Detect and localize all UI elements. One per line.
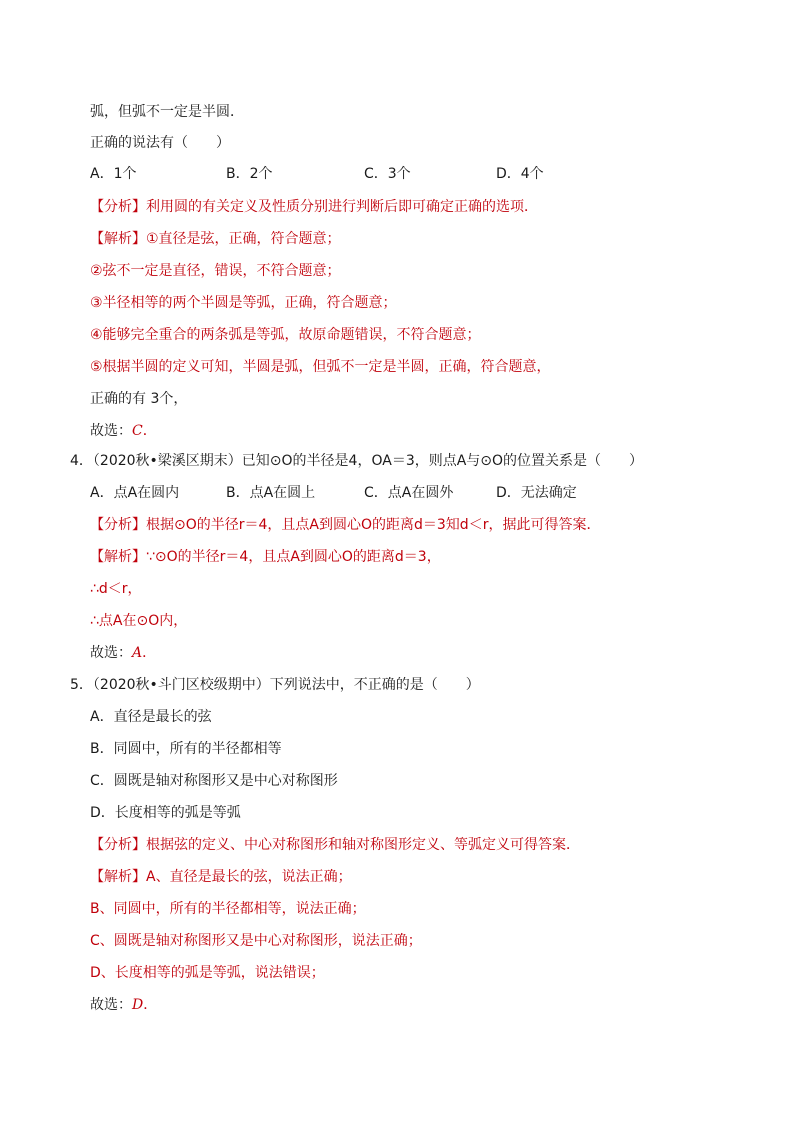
analysis-text: 利用圆的有关定义及性质分别进行判断后即可确定正确的选项． xyxy=(146,199,538,215)
q5-option-a: A．直径是最长的弦 xyxy=(90,709,212,725)
q3-option-d: D．4个 xyxy=(496,166,544,182)
q4-number: 4． xyxy=(70,453,93,469)
answer-letter: D xyxy=(132,997,144,1013)
answer-letter: A xyxy=(132,645,143,661)
q3-option-a: A．1个 xyxy=(90,166,137,182)
q5-option-b: B．同圆中，所有的半径都相等 xyxy=(90,741,282,757)
q4-solution-1 xyxy=(90,546,441,568)
analysis-tag: 【分析】 xyxy=(90,517,146,533)
q3-analysis xyxy=(90,196,538,218)
analysis-tag: 【分析】 xyxy=(90,837,146,853)
q3-option-c: C．3个 xyxy=(364,166,411,182)
q4-solution-2: ∴d＜r， xyxy=(90,581,142,597)
q5-solution-4: D、长度相等的弧是等弧，说法错误； xyxy=(90,965,325,981)
analysis-tag: 【分析】 xyxy=(90,199,146,215)
count-suffix: 个， xyxy=(159,391,188,407)
q3-answer xyxy=(90,420,157,442)
answer-end: ． xyxy=(143,997,158,1013)
q3-continuation: 弧，但弧不一定是半圆． xyxy=(90,104,244,120)
answer-end: ． xyxy=(142,423,157,439)
q5-answer xyxy=(90,994,157,1016)
solution-tag: 【解析】 xyxy=(90,869,146,885)
q5-stem-line xyxy=(70,674,480,696)
q4-stem: （2020秋•梁溪区期末）已知⊙O的半径是4，OA＝3，则点A与⊙O的位置关系是（ ） xyxy=(92,453,644,469)
q3-count xyxy=(90,388,187,410)
q5-solution-1 xyxy=(90,866,352,888)
q4-stem-line xyxy=(70,450,643,472)
solution-tag: 【解析】 xyxy=(90,549,146,565)
q3-solution-3: ③半径相等的两个半圆是等弧，正确，符合题意； xyxy=(90,295,397,311)
count-number: 3 xyxy=(150,391,160,407)
answer-prefix: 故选： xyxy=(90,645,132,661)
answer-prefix: 故选： xyxy=(90,997,132,1013)
analysis-text: 根据弦的定义、中心对称图形和轴对称图形定义、等弧定义可得答案． xyxy=(146,837,580,853)
q3-solution-5: ⑤根据半圆的定义可知，半圆是弧，但弧不一定是半圆，正确，符合题意， xyxy=(90,359,551,375)
q5-number: 5． xyxy=(70,677,93,693)
q3-solution-2: ②弦不一定是直径，错误，不符合题意； xyxy=(90,263,341,279)
q3-prompt: 正确的说法有（ ） xyxy=(90,135,230,151)
q3-solution-4: ④能够完全重合的两条弧是等弧，故原命题错误，不符合题意； xyxy=(90,327,481,343)
q4-option-c: C．点A在圆外 xyxy=(364,485,454,501)
q5-stem: （2020秋•斗门区校级期中）下列说法中，不正确的是（ ） xyxy=(92,677,480,693)
q5-solution-2: B、同圆中，所有的半径都相等，说法正确； xyxy=(90,901,366,917)
q5-solution-3: C、圆既是轴对称图形又是中心对称图形，说法正确； xyxy=(90,933,422,949)
answer-prefix: 故选： xyxy=(90,423,132,439)
q4-analysis xyxy=(90,514,600,536)
q5-option-d: D．长度相等的弧是等弧 xyxy=(90,805,241,821)
solution-text: ∵⊙O的半径r＝4，且点A到圆心O的距离d＝3， xyxy=(146,549,441,565)
solution-tag: 【解析】 xyxy=(90,231,146,247)
q4-option-d: D．无法确定 xyxy=(496,485,577,501)
q3-option-b: B．2个 xyxy=(226,166,273,182)
analysis-text: 根据⊙O的半径r＝4，且点A到圆心O的距离d＝3知d＜r，据此可得答案． xyxy=(146,517,601,533)
q4-option-b: B．点A在圆上 xyxy=(226,485,316,501)
q4-option-a: A．点A在圆内 xyxy=(90,485,180,501)
q5-analysis xyxy=(90,834,580,856)
solution-text: A、直径是最长的弦，说法正确； xyxy=(146,869,352,885)
q3-solution-1 xyxy=(90,228,341,250)
q4-solution-3: ∴点A在⊙O内， xyxy=(90,613,188,629)
count-prefix: 正确的有 xyxy=(90,391,151,407)
q5-option-c: C．圆既是轴对称图形又是中心对称图形 xyxy=(90,773,338,789)
answer-letter: C xyxy=(132,423,143,439)
q4-answer xyxy=(90,642,156,664)
solution-text: ①直径是弦，正确，符合题意； xyxy=(146,231,341,247)
answer-end: ． xyxy=(142,645,157,661)
